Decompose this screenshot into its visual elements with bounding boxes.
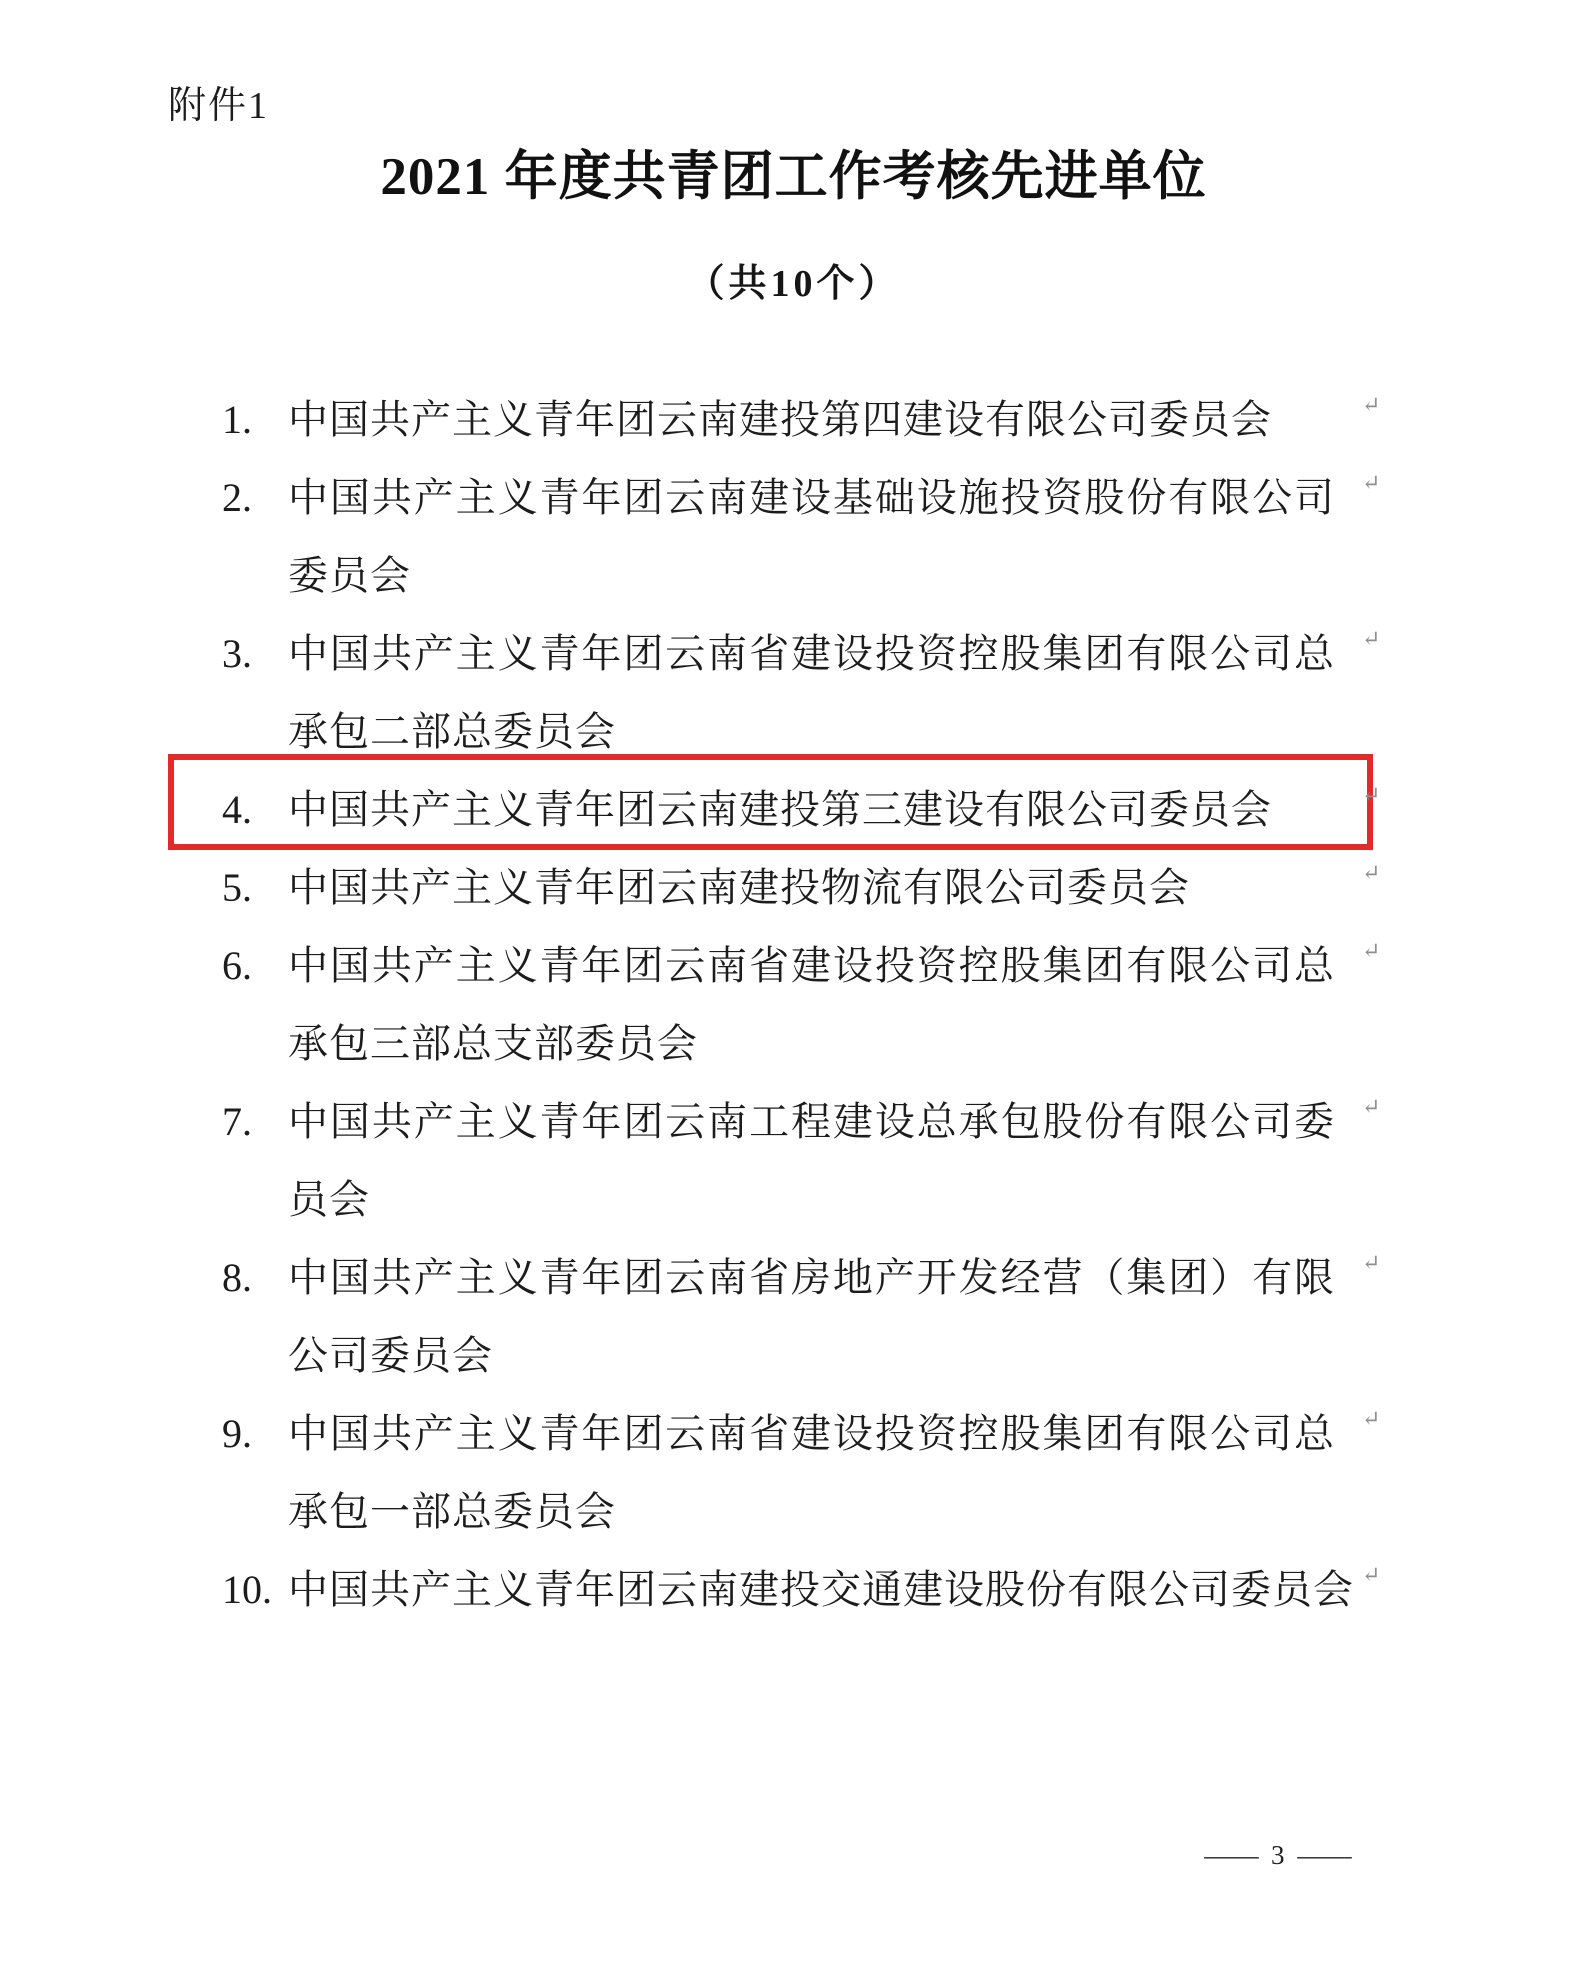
list-item bbox=[222, 1395, 1400, 1551]
attachment-label: 附件1 bbox=[168, 85, 270, 127]
unit-list bbox=[222, 381, 1400, 1629]
item-line bbox=[222, 1083, 1400, 1161]
paragraph-return-icon: ↵ bbox=[1362, 470, 1381, 495]
item-line bbox=[222, 459, 1400, 537]
item-number: 3. bbox=[222, 631, 252, 676]
item-line bbox=[222, 771, 1400, 849]
item-text: 中国共产主义青年团云南省建设投资控股集团有限公司总 bbox=[288, 631, 1334, 676]
paragraph-return-icon: ↵ bbox=[1362, 1094, 1381, 1119]
paragraph-return-icon: ↵ bbox=[1362, 782, 1381, 807]
list-item bbox=[222, 771, 1400, 849]
item-text: 员会 bbox=[288, 1177, 370, 1222]
item-line bbox=[222, 381, 1400, 459]
item-line-continuation bbox=[222, 1473, 1400, 1551]
item-text: 中国共产主义青年团云南建设基础设施投资股份有限公司 bbox=[288, 475, 1334, 520]
item-text: 承包一部总委员会 bbox=[288, 1489, 616, 1534]
paragraph-return-icon: ↵ bbox=[1362, 860, 1381, 885]
list-item bbox=[222, 1083, 1400, 1239]
item-number: 5. bbox=[222, 865, 252, 910]
item-text: 中国共产主义青年团云南建投物流有限公司委员会 bbox=[288, 865, 1190, 910]
item-line-continuation bbox=[222, 537, 1400, 615]
page-footer bbox=[1204, 1840, 1351, 1871]
item-line bbox=[222, 615, 1400, 693]
item-line bbox=[222, 849, 1400, 927]
list-item bbox=[222, 1551, 1400, 1629]
item-text: 中国共产主义青年团云南省房地产开发经营（集团）有限 bbox=[288, 1255, 1334, 1300]
list-item bbox=[222, 615, 1400, 771]
page-title: 2021 年度共青团工作考核先进单位 bbox=[380, 148, 1207, 206]
item-line bbox=[222, 1239, 1400, 1317]
item-text: 中国共产主义青年团云南建投交通建设股份有限公司委员会 bbox=[288, 1567, 1354, 1612]
item-text: 中国共产主义青年团云南工程建设总承包股份有限公司委 bbox=[288, 1099, 1334, 1144]
item-text: 中国共产主义青年团云南省建设投资控股集团有限公司总 bbox=[288, 943, 1334, 988]
page-subtitle: （共10个） bbox=[686, 263, 901, 305]
item-line bbox=[222, 1551, 1400, 1629]
list-item bbox=[222, 1239, 1400, 1395]
item-line-continuation bbox=[222, 1161, 1400, 1239]
item-line bbox=[222, 927, 1400, 1005]
paragraph-return-icon: ↵ bbox=[1362, 1562, 1381, 1587]
item-line bbox=[222, 1395, 1400, 1473]
item-text: 中国共产主义青年团云南省建设投资控股集团有限公司总 bbox=[288, 1411, 1334, 1456]
item-line-continuation bbox=[222, 693, 1400, 771]
item-text: 委员会 bbox=[288, 553, 411, 598]
item-number: 6. bbox=[222, 943, 252, 988]
item-number: 7. bbox=[222, 1099, 252, 1144]
footer-dash-icon: — bbox=[1297, 1840, 1351, 1870]
item-number: 4. bbox=[222, 787, 252, 832]
paragraph-return-icon: ↵ bbox=[1362, 1406, 1381, 1431]
item-text: 中国共产主义青年团云南建投第三建设有限公司委员会 bbox=[288, 787, 1272, 832]
paragraph-return-icon: ↵ bbox=[1362, 1250, 1381, 1275]
item-number: 2. bbox=[222, 475, 252, 520]
item-number: 9. bbox=[222, 1411, 252, 1456]
item-line-continuation bbox=[222, 1317, 1400, 1395]
list-item bbox=[222, 849, 1400, 927]
paragraph-return-icon: ↵ bbox=[1362, 938, 1381, 963]
footer-dash-icon: — bbox=[1204, 1840, 1259, 1870]
item-text: 公司委员会 bbox=[288, 1333, 493, 1378]
page-number: 3 bbox=[1271, 1840, 1285, 1870]
item-number: 8. bbox=[222, 1255, 252, 1300]
list-item bbox=[222, 927, 1400, 1083]
list-item bbox=[222, 381, 1400, 459]
item-text: 承包二部总委员会 bbox=[288, 709, 616, 754]
item-number: 10. bbox=[222, 1567, 272, 1612]
item-text: 承包三部总支部委员会 bbox=[288, 1021, 698, 1066]
list-item bbox=[222, 459, 1400, 615]
item-text: 中国共产主义青年团云南建投第四建设有限公司委员会 bbox=[288, 397, 1272, 442]
item-line-continuation bbox=[222, 1005, 1400, 1083]
item-number: 1. bbox=[222, 397, 252, 442]
paragraph-return-icon: ↵ bbox=[1362, 392, 1381, 417]
paragraph-return-icon: ↵ bbox=[1362, 626, 1381, 651]
